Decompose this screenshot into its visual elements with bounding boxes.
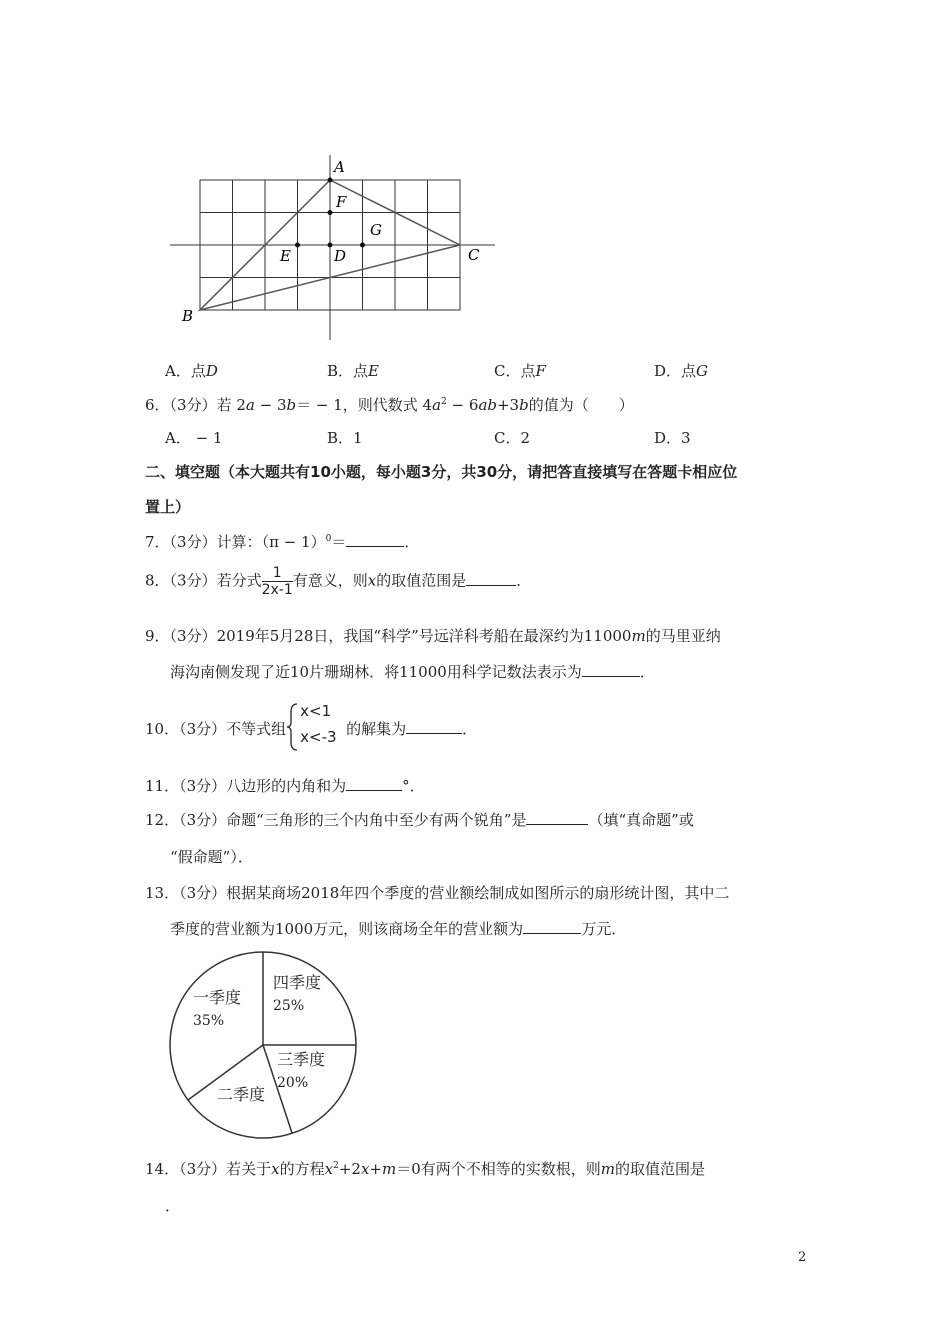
q11: 11．（3分）八边形的内角和为 °． — [145, 777, 425, 795]
pie-pct-q3: 20% — [277, 1075, 309, 1091]
answer-blank[interactable] — [526, 810, 588, 825]
q14-line2: ． — [165, 1197, 181, 1215]
q13-line1: 13．（3分）根据某商场2018年四个季度的营业额绘制成如图所示的扇形统计图，其中二 — [145, 884, 730, 902]
q9-line1: 9．（3分）2019年5月28日，我国“科学”号远洋科考船在最深约为11000m的马里亚纳 — [145, 627, 721, 645]
pie-pct-q1: 35% — [193, 1013, 225, 1029]
q14-line1: 14．（3分）若关于x的方程$x^2+2x+m=0$有两个不相等的实数根，则m的取值范围是 — [145, 1160, 706, 1178]
label-D: D — [334, 247, 347, 265]
pie-label-q3: 三季度 — [277, 1050, 326, 1069]
answer-blank[interactable] — [346, 776, 402, 791]
section-heading-cont: 置上） — [145, 498, 191, 516]
inequality-system: x<1 x<-3 — [286, 702, 346, 752]
q5-option-d: D．点G — [654, 362, 709, 380]
q5-option-c: C．点F — [494, 362, 546, 380]
brace-icon — [286, 702, 300, 752]
answer-blank[interactable] — [523, 919, 581, 934]
q6-option-d: D．3 — [654, 429, 691, 447]
answer-blank[interactable] — [582, 662, 640, 677]
fraction: $\frac{1}{2x-1}$ — [261, 565, 293, 598]
q9-line2: 海沟南侧发现了近10片珊瑚林．将11000用科学记数法表示为 ． — [170, 663, 655, 681]
page-number: 2 — [798, 1250, 807, 1265]
q5-option-b: B．点E — [327, 362, 379, 380]
q6-option-c: C．2 — [494, 429, 531, 447]
answer-blank[interactable] — [346, 532, 404, 547]
q6-option-a: A． − 1 — [165, 429, 223, 447]
label-B: B — [182, 307, 194, 325]
answer-blank[interactable] — [406, 719, 462, 734]
q12-line1: 12．（3分）命题“三角形的三个内角中至少有两个锐角”是 （填“真命题”或 — [145, 811, 694, 829]
pie-label-q2: 二季度 — [217, 1085, 266, 1104]
label-G: G — [370, 221, 382, 239]
grid-figure — [160, 150, 510, 345]
pie-pct-q4: 25% — [273, 998, 305, 1014]
q7: 7．（3分）计算：$(\pi - 1)^0=$ ． — [145, 533, 420, 551]
q12-line2: “假命题”）． — [170, 848, 253, 866]
q6-stem: 6．（3分）若 2a − 3b＝ − 1，则代数式 $4a^2 - 6ab+3b$的值为（ ） — [145, 396, 634, 414]
q5-option-a: A．点D — [165, 362, 218, 380]
q10: 10．（3分）不等式组 x<1 x<-3 的解集为 ． — [145, 702, 477, 752]
label-E: E — [280, 247, 291, 265]
pie-label-q1: 一季度 — [193, 988, 242, 1007]
q8: 8．（3分）若分式 $\frac{1}{2x-1}$ 有意义，则x的取值范围是 ． — [145, 565, 532, 598]
label-A: A — [334, 158, 345, 176]
pie-label-q4: 四季度 — [273, 973, 322, 992]
section-heading: 二、填空题（本大题共有10小题，每小题3分，共30分，请把答直接填写在答题卡相应位 — [145, 463, 738, 481]
label-C: C — [468, 246, 480, 264]
answer-blank[interactable] — [466, 571, 516, 586]
q13-line2: 季度的营业额为1000万元，则该商场全年的营业额为 万元． — [170, 920, 627, 938]
q6-option-b: B．1 — [327, 429, 363, 447]
pie-chart — [165, 948, 365, 1143]
label-F: F — [336, 193, 347, 211]
